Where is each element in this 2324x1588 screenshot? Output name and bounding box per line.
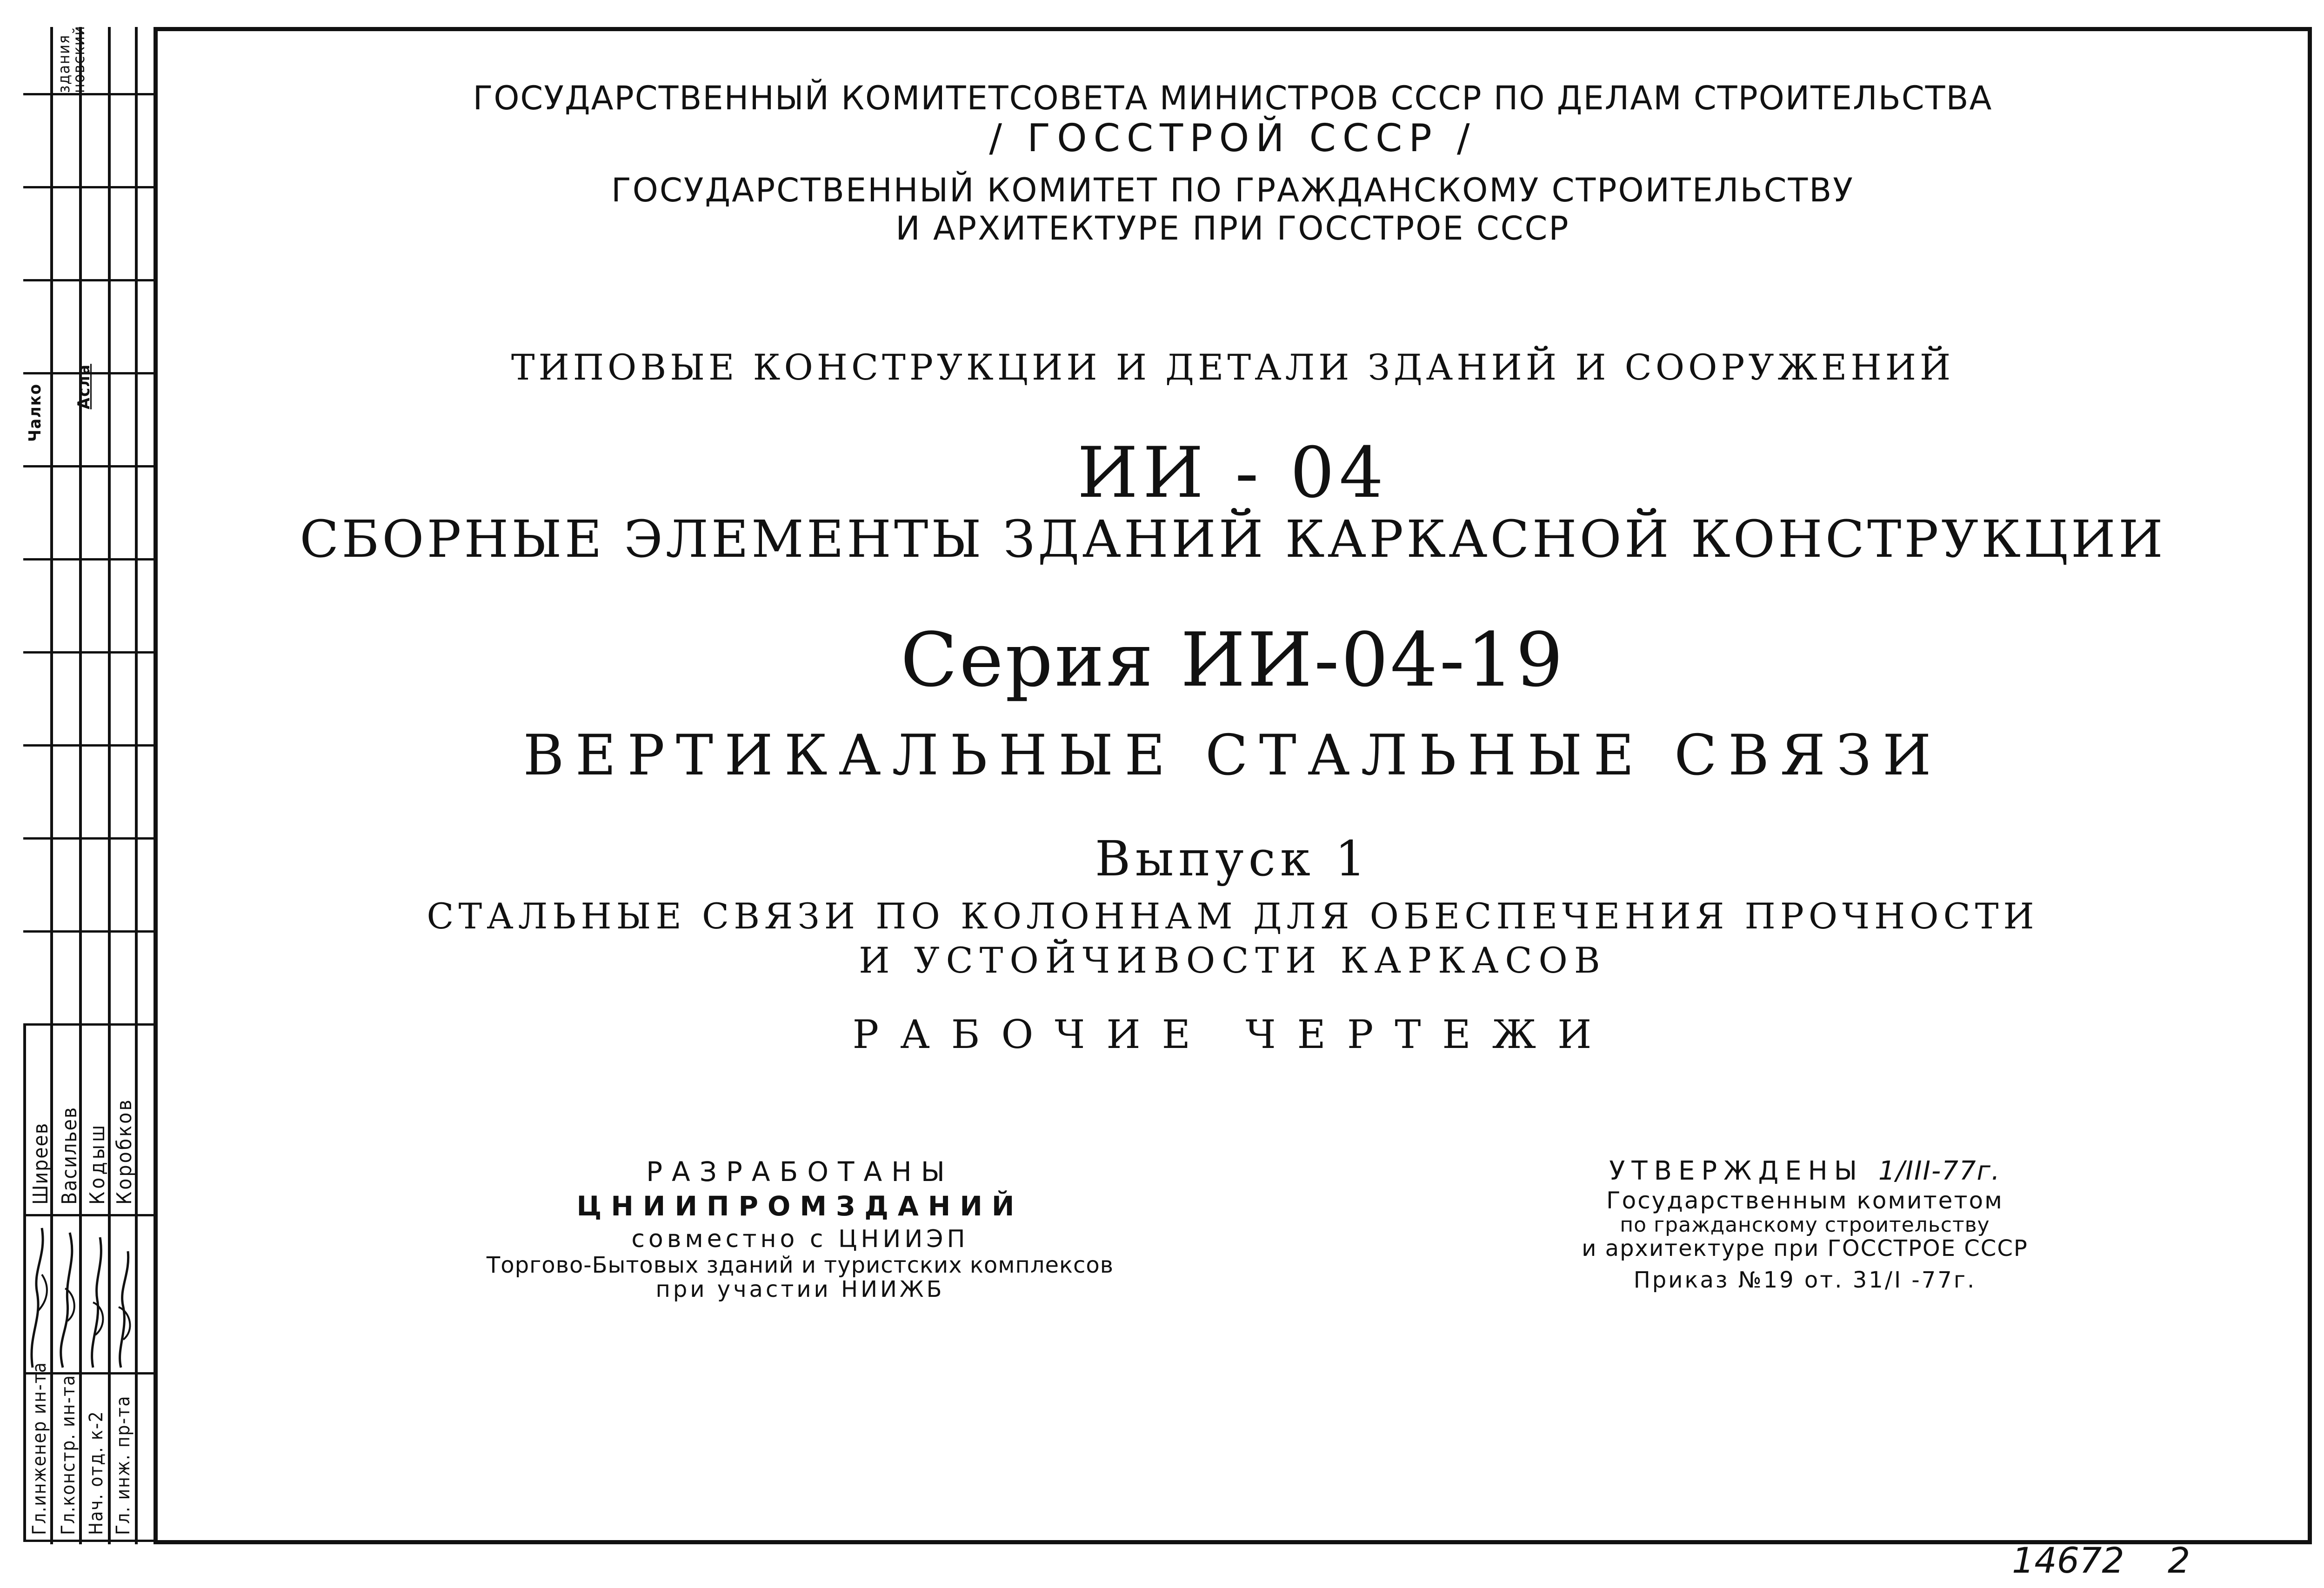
stamp-role-4: Гл. инж. пр-та xyxy=(113,1395,134,1535)
series-code-title: СБОРНЫЕ ЭЛЕМЕНТЫ ЗДАНИЙ КАРКАСНОЙ КОНСТРУКЦИИ xyxy=(300,509,2166,569)
stamp-name-4: Коробков xyxy=(113,1098,136,1205)
approved-line-2: Государственным комитетом xyxy=(1606,1187,2003,1214)
category-title: ТИПОВЫЕ КОНСТРУКЦИИ И ДЕТАЛИ ЗДАНИЙ И СООРУЖЕНИЙ xyxy=(511,347,1955,388)
stamp-role-2: Гл.констр. ин-та xyxy=(58,1374,79,1535)
developed-line-4: Торгово-Бытовых зданий и туристских комплексов xyxy=(486,1252,1114,1278)
strip-line xyxy=(23,558,154,560)
header-line-2: / ГОССТРОЙ СССР / xyxy=(989,116,1476,160)
developed-block xyxy=(381,1158,1219,1301)
developed-line-2: ЦНИИПРОМЗДАНИЙ xyxy=(576,1190,1024,1222)
strip-top-label-1: здания xyxy=(55,34,73,93)
strip-mid-label-1: Чалко xyxy=(26,383,45,442)
strip-line xyxy=(23,930,154,933)
developed-line-5: при участии НИИЖБ xyxy=(655,1276,945,1302)
stamp-name-2: Васильев xyxy=(58,1106,81,1205)
series-title: ВЕРТИКАЛЬНЫЕ СТАЛЬНЫЕ СВЯЗИ xyxy=(523,723,1943,788)
strip-line xyxy=(23,651,154,654)
strip-top-label-2: новский xyxy=(70,25,88,93)
issue-label: Выпуск 1 xyxy=(1095,830,1371,887)
strip-line xyxy=(23,1540,154,1542)
header-line-1: ГОСУДАРСТВЕННЫЙ КОМИТЕТСОВЕТА МИНИСТРОВ СССР ПО ДЕЛАМ СТРОИТЕЛЬСТВА xyxy=(473,79,1993,117)
approved-line-1 xyxy=(1479,1158,2130,1184)
stamp-name-3: Кодыш xyxy=(86,1122,109,1205)
series-code: ИИ - 04 xyxy=(1077,433,1389,514)
approved-block xyxy=(1479,1158,2130,1291)
stamp-role-1: Гл.инженер ин-та xyxy=(29,1361,50,1535)
stamp-role-3: Нач. отд. к-2 xyxy=(86,1410,107,1535)
series-label: Серия ИИ-04-19 xyxy=(900,616,1565,703)
stamp-name-1: Ширеев xyxy=(29,1122,53,1205)
strip-line xyxy=(23,186,154,188)
header-line-4: И АРХИТЕКТУРЕ ПРИ ГОССТРОЕ СССР xyxy=(895,209,1570,247)
strip-line xyxy=(23,279,154,281)
strip-line xyxy=(23,93,154,95)
header-line-3: ГОСУДАРСТВЕННЫЙ КОМИТЕТ ПО ГРАЖДАНСКОМУ СТРОИТЕЛЬСТВУ xyxy=(611,171,1854,209)
strip-line xyxy=(23,837,154,840)
signature-image xyxy=(23,1219,140,1372)
strip-line xyxy=(23,1214,154,1216)
document-number: 14672 xyxy=(2012,1540,2124,1581)
approved-line-5: Приказ №19 от. 31/I -77г. xyxy=(1633,1267,1977,1293)
sheet-number: 2 xyxy=(2168,1540,2190,1581)
strip-line xyxy=(23,465,154,467)
approved-line-4: и архитектуре при ГОССТРОЕ СССР xyxy=(1582,1235,2028,1261)
strip-line xyxy=(23,744,154,747)
issue-title-line-2: И УСТОЙЧИВОСТИ КАРКАСОВ xyxy=(859,940,1607,981)
developed-line-3: совместно с ЦНИИЭП xyxy=(631,1225,969,1253)
approved-date: 1/III-77г. xyxy=(1878,1156,2001,1186)
strip-mid-label-2: Асла xyxy=(74,364,93,409)
doc-type: РАБОЧИЕ ЧЕРТЕЖИ xyxy=(852,1012,1613,1057)
issue-title-line-1: СТАЛЬНЫЕ СВЯЗИ ПО КОЛОННАМ ДЛЯ ОБЕСПЕЧЕНИЯ ПРОЧНОСТИ xyxy=(427,895,2039,937)
approved-line-3: по гражданскому строительству xyxy=(1620,1213,1990,1237)
approved-title: УТВЕРЖДЕНЫ xyxy=(1609,1156,1864,1186)
strip-line xyxy=(23,1023,154,1026)
developed-line-1: РАЗРАБОТАНЫ xyxy=(646,1156,954,1188)
